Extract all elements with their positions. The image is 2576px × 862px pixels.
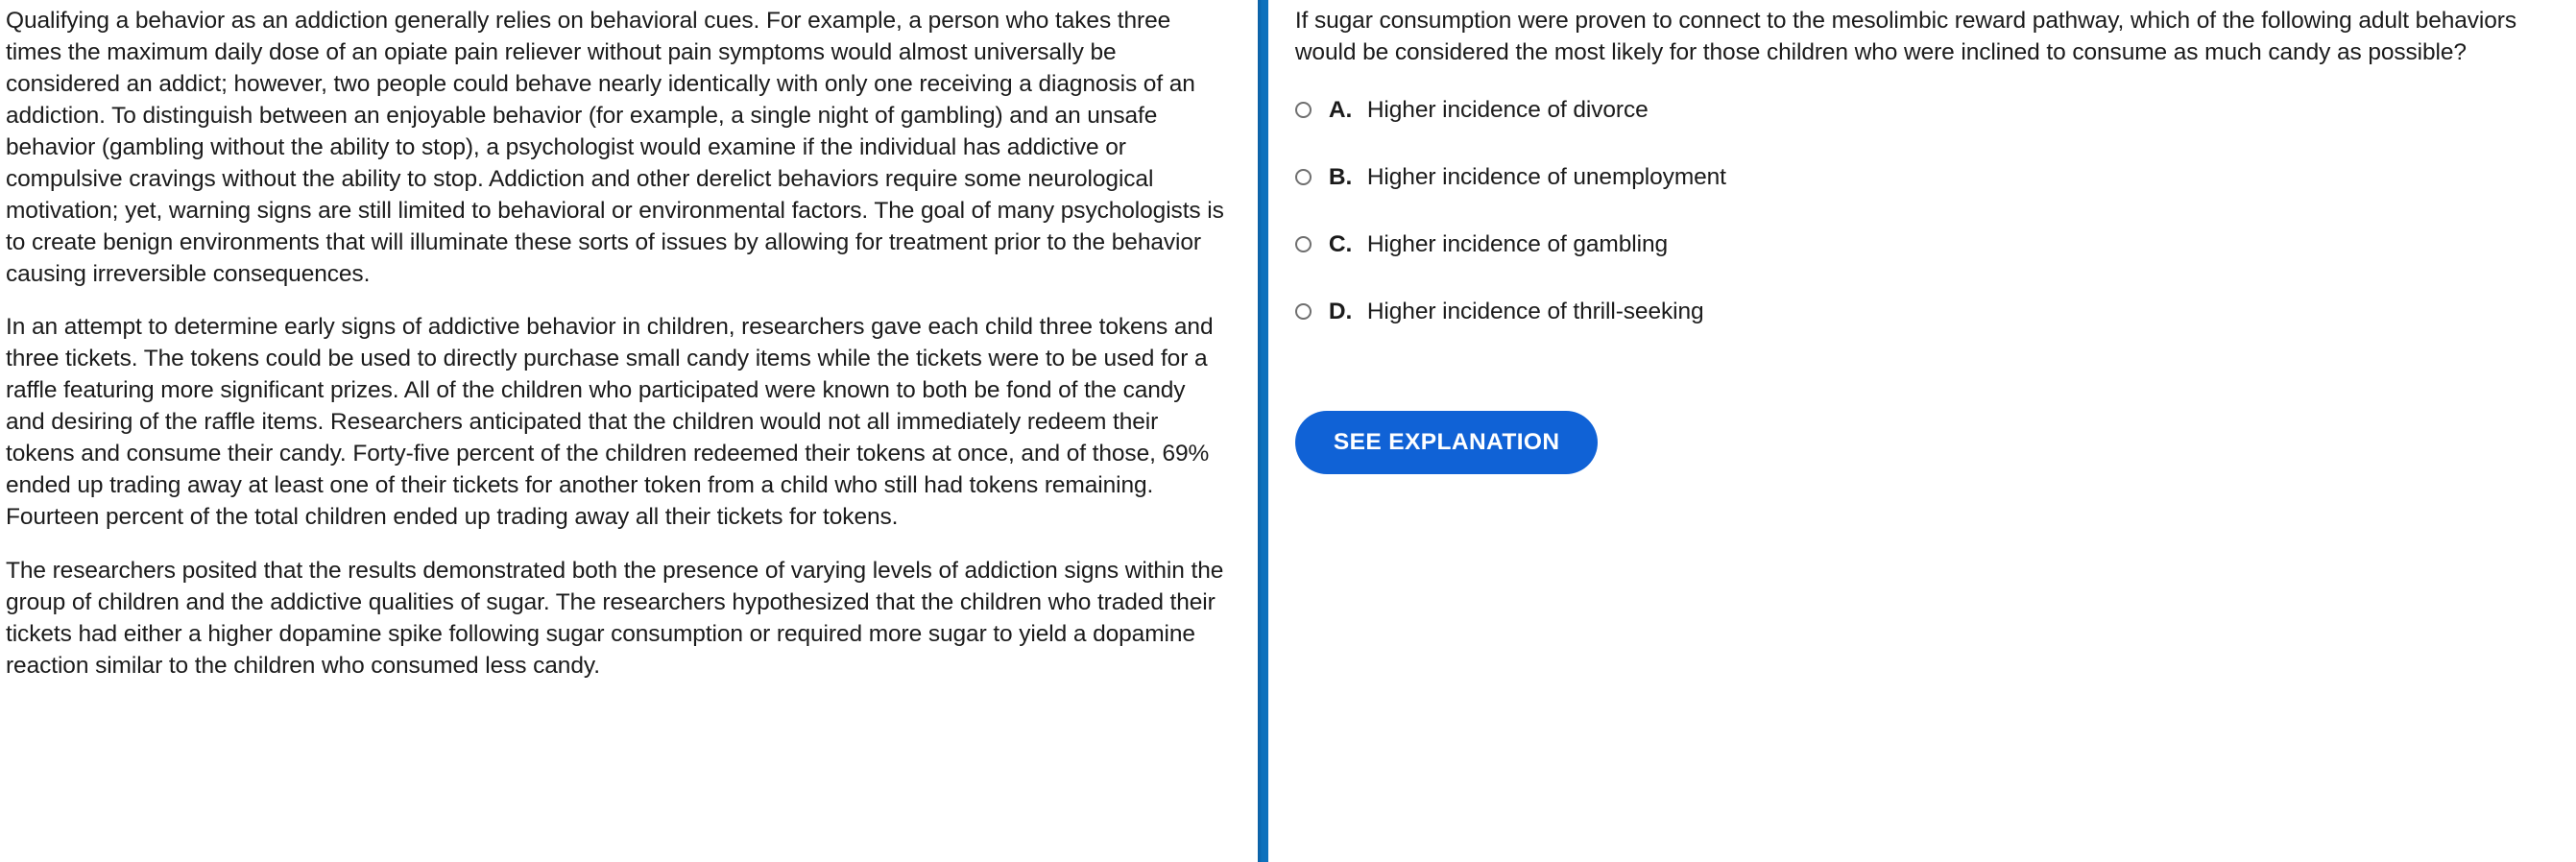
passage-pane	[0, 0, 1258, 862]
choice-text: Higher incidence of gambling	[1366, 230, 1669, 257]
choice-letter: C.	[1328, 230, 1353, 257]
vertical-divider-fill	[1258, 0, 1268, 862]
radio-icon[interactable]	[1295, 169, 1312, 185]
choice-letter: A.	[1328, 96, 1353, 123]
answer-choice-c[interactable]	[1295, 230, 2538, 298]
answer-choice-d[interactable]	[1295, 298, 2538, 365]
question-pane	[1268, 0, 2576, 862]
answer-choices	[1295, 96, 2538, 365]
question-stem: If sugar consumption were proven to connect to the mesolimbic reward pathway, which of the following adult behaviors would be considered the most likely for those children who were inclined to consume as much candy as possible?	[1294, 8, 2516, 65]
choice-text: Higher incidence of thrill-seeking	[1366, 298, 1704, 324]
answer-choice-a[interactable]	[1295, 96, 2538, 163]
passage-paragraph-2: In an attempt to determine early signs of addictive behavior in children, researchers gave each child three tokens and three tickets. The tokens could be used to directly purchase small candy items while the tickets were to be used for a raffle featuring more significant prizes. All of the children who participated were known to both be fond of the candy and desiring of the raffle items. Researchers anticipated that the children would not all immediately redeem their tokens and consume their candy. Forty-five percent of the children redeemed their tokens at once, and of those, 69% ended up trading away at least one of their tickets for another token from a child who still had tokens remaining. Fourteen percent of the total children ended up trading away all their tickets for tokens.	[6, 314, 1214, 531]
radio-icon[interactable]	[1295, 303, 1312, 320]
choice-text: Higher incidence of unemployment	[1366, 163, 1726, 190]
choice-text: Higher incidence of divorce	[1366, 96, 1649, 123]
see-explanation-button[interactable]: SEE EXPLANATION	[1295, 411, 1599, 474]
passage-paragraph-1: Qualifying a behavior as an addiction generally relies on behavioral cues. For example, a person who takes three times the maximum daily dose of an opiate pain reliever without pain symptoms would almost universally be considered an addict; however, two people could behave nearly identically with only one receiving a diagnosis of an addiction. To distinguish between an enjoyable behavior (for example, a single night of gambling) and an unsafe behavior (gambling without the ability to stop), a psychologist would examine if the individual has addictive or compulsive cravings without the ability to stop. Addiction and other derelict behaviors require some neurological motivation; yet, warning signs are still limited to behavioral or environmental factors. The goal of many psychologists is to create benign environments that will illuminate these sorts of issues by allowing for treatment prior to the behavior causing irreversible consequences.	[6, 8, 1224, 287]
vertical-divider	[1258, 0, 1268, 862]
answer-choice-b[interactable]	[1295, 163, 2538, 230]
choice-letter: D.	[1328, 298, 1353, 324]
passage-paragraph-3: The researchers posited that the results demonstrated both the presence of varying levels of addiction signs within the group of children and the addictive qualities of sugar. The researchers hypothesized that the children who traded their tickets had either a higher dopamine spike following sugar consumption or required more sugar to yield a dopamine reaction similar to the children who consumed less candy.	[6, 558, 1224, 679]
radio-icon[interactable]	[1295, 102, 1312, 118]
radio-icon[interactable]	[1295, 236, 1312, 252]
choice-letter: B.	[1328, 163, 1353, 190]
